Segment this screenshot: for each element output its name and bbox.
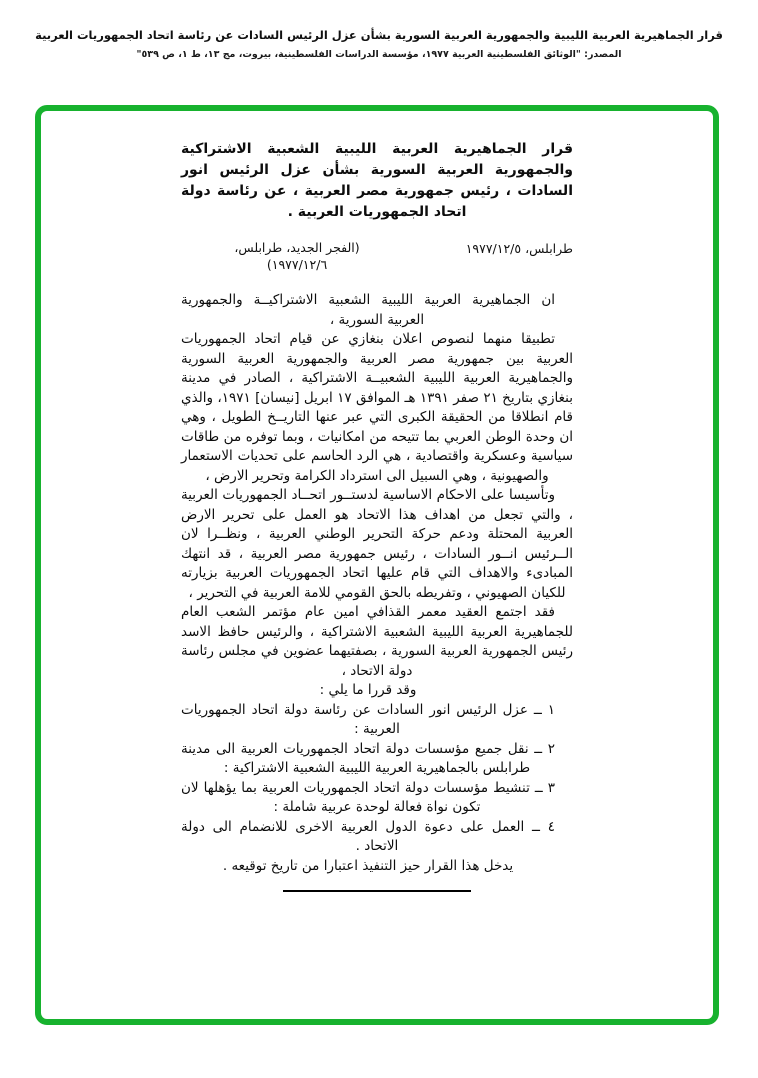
- decision-item-1: ١ ــ عزل الرئيس انور السادات عن رئاسة دولة اتحاد الجمهوريات العربية :: [181, 701, 555, 737]
- decision-item-4: ٤ ــ العمل على دعوة الدول العربية الاخرى للانضمام الى دولة الاتحاد .: [181, 818, 555, 854]
- decision-item-2: ٢ ــ نقل جميع مؤسسات دولة اتحاد الجمهوريات العربية الى مدينة طرابلس بالجماهيرية العربية الليبية الشعبية الاشتراكية :: [181, 740, 555, 776]
- decree-body: [181, 291, 573, 876]
- dateline-place-date: طرابلس، ١٩٧٧/١٢/٥: [465, 241, 573, 256]
- decree-title: قرار الجماهيرية العربية الليبية الشعبية الاشتراكية والجمهورية العربية السورية بشأن عزل الرئيس انور السادات ، رئيس جمهورية مصر العربية ، عن رئاسة دولة اتحاد الجمهوريات العربية .: [181, 141, 573, 220]
- document-frame: [35, 105, 719, 1025]
- paragraph-benghazi-declaration: تطبيقا منهما لنصوص اعلان بنغازي عن قيام اتحاد الجمهوريات العربية بين جمهورية مصر العربية والجمهورية العربية السورية والجماهيرية العربية الليبية الشعبيــة الاشتراكية ، الصادر في مدينة بنغازي بتاريخ ٢١ صفر ١٣٩١ هـ الموافق ١٧ ابريل [نيسان] ١٩٧١، والذي قام انطلاقا من الحقيقة الكبرى التي عبر عنها التاريــخ الطويل ، وهي ان وحدة الوطن العربي بما تتيحه من امكانيات ، وبما توفره من طاقات سياسية وعسكرية واقتصادية ، هي الرد الحاسم على تحديات الاستعمار والصهيونية ، وهي السبيل الى استرداد الكرامة وتحرير الارض ،: [181, 331, 574, 484]
- page-header: [0, 0, 758, 60]
- dateline: [181, 239, 573, 273]
- decision-item-3: ٣ ــ تنشيط مؤسسات دولة اتحاد الجمهوريات العربية بما يؤهلها لان تكون نواة فعالة لوحدة عربية شاملة :: [181, 779, 555, 815]
- paragraph-preamble-parties: ان الجماهيرية العربية الليبية الشعبية الاشتراكيــة والجمهورية العربية السورية ،: [181, 292, 555, 328]
- document-source-citation: المصدر: "الوثائق الفلسطينية العربية ١٩٧٧، مؤسسة الدراسات الفلسطينية، بيروت، مج ١٣، ط ١، ص ٥٣٩": [136, 49, 622, 60]
- dateline-newspaper-citation: (الفجر الجديد، طرابلس، ١٩٧٧/١٢/٦): [234, 240, 360, 272]
- paragraph-effective-date: يدخل هذا القرار حيز التنفيذ اعتبارا من تاريخ توقيعه .: [222, 857, 514, 874]
- paragraph-meeting-of-leaders: فقد اجتمع العقيد معمر القذافي امين عام مؤتمر الشعب العام للجماهيرية العربية الليبية الشعبية الاشتراكية ، والرئيس حافظ الاسد رئيس الجمهورية العربية السورية ، بصفتيهما عضوين في مجلس رئاسة دولة الاتحاد ،: [181, 604, 573, 679]
- paragraph-decision-intro: وقد قررا ما يلي :: [319, 682, 417, 698]
- document-text-column: [181, 139, 573, 892]
- paragraph-constitutional-basis: وتأسيسا على الاحكام الاساسية لدستــور اتحــاد الجمهوريات العربية ، والتي تجعل من اهداف هذا الاتحاد هو العمل على تحرير الارض العربية المحتلة ودعم حركة التحرير الوطني العربية ، ونظــرا لان الــرئيس انــور السادات ، رئيس جمهورية مصر العربية ، قد انتهك المبادىء والاهداف التي قام عليها اتحاد الجمهوريات العربية بزيارته للكيان الصهيوني ، وتفريطه بالحق القومي للامة العربية في التحرير ،: [181, 487, 573, 601]
- document-header-title: قرار الجماهيرية العربية الليبية والجمهورية العربية السورية بشأن عزل الرئيس السادات عن رئاسة اتحاد الجمهوريات العربية: [35, 28, 723, 42]
- end-rule: [283, 890, 471, 892]
